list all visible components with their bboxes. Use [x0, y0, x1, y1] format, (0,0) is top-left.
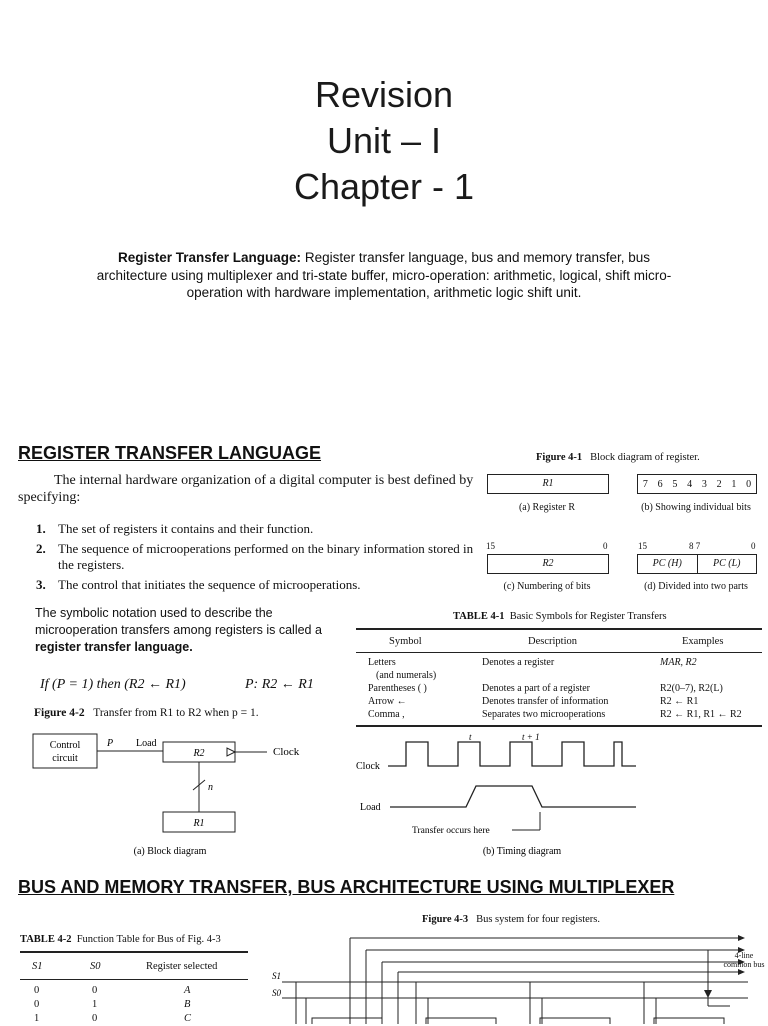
p-label: P: [107, 738, 114, 749]
timing-diagram-caption: (b) Timing diagram: [482, 846, 562, 857]
fig-4-1-c-left-index: 15: [486, 541, 495, 551]
table-4-1-caption: [453, 611, 667, 622]
table-cell: R2 ← R1: [660, 696, 699, 707]
list-number: 2.: [36, 541, 46, 556]
table-cell: 0: [92, 985, 98, 996]
bit-label: 4: [687, 478, 693, 490]
register-r2-box: R2: [487, 554, 609, 574]
clock-label: Clock: [273, 746, 300, 758]
figure-4-3-caption: [422, 914, 600, 925]
fig-4-1-c-right-index: 0: [603, 541, 608, 551]
transfer-label: Transfer occurs here: [412, 826, 490, 836]
rtl-note-bold: register transfer language.: [35, 640, 193, 654]
table-4-1-top-rule: [356, 628, 762, 630]
table-4-2-label: TABLE 4-2: [20, 934, 72, 945]
table-4-2-body: [20, 984, 248, 1026]
feedback-arrow: [704, 990, 712, 998]
syllabus-text: Register transfer language, bus and memory transfer, bus architecture using multiplexer and tri-state buffer, micro-operation: arithmetic, logical, shift micro-operation with hardware implementation, arithmetic logic shift unit.: [96, 250, 672, 300]
fig-4-1-d-left-index: 15: [638, 541, 647, 551]
bus-arrow-1: [738, 935, 745, 941]
table-cell: B: [184, 999, 191, 1010]
list-text: The set of registers it contains and their function.: [58, 521, 314, 536]
table-cell: (and numerals): [376, 670, 437, 681]
formula-if: If (P = 1) then (R2 ← R1): [40, 677, 186, 692]
table-cell: Parentheses ( ): [368, 683, 427, 694]
title-line-3: Chapter - 1: [293, 166, 475, 207]
title-line-1: Revision: [314, 74, 454, 115]
bit-label: 6: [657, 478, 663, 490]
bit-label: 7: [642, 478, 648, 490]
table-header-cell: S0: [90, 961, 101, 972]
table-4-2-top-rule: [20, 951, 248, 953]
rtl-note: [35, 605, 345, 656]
syllabus-label: Register Transfer Language:: [118, 250, 302, 265]
table-row: [356, 682, 762, 695]
figure-4-2-label: Figure 4-2: [34, 707, 85, 719]
formula-p: P: R2 ← R1: [245, 677, 314, 692]
fig-4-1-d-right-index: 0: [751, 541, 756, 551]
register-pc-box: [637, 554, 757, 574]
table-cell: A: [184, 985, 191, 996]
table-cell: Letters: [368, 657, 396, 668]
pc-low-label: PC (L): [713, 558, 741, 569]
table-cell: Separates two microoperations: [482, 709, 606, 720]
figure-4-3-caption-text: Bus system for four registers.: [476, 914, 601, 925]
mux-box: [540, 1018, 610, 1024]
figure-4-2-timing-diagram: [352, 728, 652, 860]
table-header-cell: Register selected: [146, 961, 218, 972]
clock-triangle: [227, 748, 235, 756]
bus-arrow-4: [738, 969, 745, 975]
figure-4-3-bus-diagram: [268, 930, 768, 1024]
figure-4-3-label: Figure 4-3: [422, 914, 469, 925]
figure-4-1-caption-text: Block diagram of register.: [590, 452, 700, 463]
t-plus-1-label: t + 1: [522, 732, 540, 742]
s1-label: S1: [272, 971, 281, 981]
figure-4-2-caption-text: Transfer from R1 to R2 when p = 1.: [93, 707, 259, 719]
block-diagram-caption: (a) Block diagram: [133, 846, 207, 857]
numbered-list: [36, 521, 482, 593]
list-item: [36, 541, 482, 573]
table-4-1-caption-text: Basic Symbols for Register Transfers: [509, 611, 667, 622]
table-row: [20, 998, 248, 1012]
title-line-2: Unit – I: [326, 120, 442, 161]
fig-4-1-d-mid-index: 8 7: [689, 541, 701, 551]
table-cell: R2 ← R1, R1 ← R2: [660, 709, 742, 720]
register-r1-box: R1: [487, 474, 609, 494]
table-4-2-caption: [20, 934, 221, 945]
fig-4-1-c-caption: (c) Numbering of bits: [503, 581, 591, 592]
load-signal-label: Load: [360, 802, 381, 813]
figure-4-1-caption: [536, 452, 700, 463]
table-row: [356, 656, 762, 669]
load-label: Load: [136, 738, 157, 749]
list-item: [36, 521, 482, 537]
r2-label: R2: [193, 748, 205, 759]
section-heading-rtl: REGISTER TRANSFER LANGUAGE: [18, 443, 322, 463]
list-number: 1.: [36, 521, 46, 536]
table-header-cell: Examples: [682, 636, 724, 647]
table-cell: 1: [92, 999, 98, 1010]
common-bus-label: 4-line common bus: [723, 951, 765, 969]
mux-box: [654, 1018, 724, 1024]
bit-label: 2: [716, 478, 722, 490]
syllabus-paragraph: [95, 249, 673, 302]
table-4-1-bottom-rule: [356, 725, 762, 727]
table-4-1-label: TABLE 4-1: [453, 611, 505, 622]
table-cell: R2(0–7), R2(L): [660, 683, 723, 694]
bit-label: 5: [672, 478, 678, 490]
table-row: [20, 984, 248, 998]
list-item: [36, 577, 482, 593]
table-cell: 0: [34, 999, 40, 1010]
section-heading-bus: BUS AND MEMORY TRANSFER, BUS ARCHITECTURE USING MULTIPLEXER: [18, 877, 675, 897]
control-label-2: circuit: [52, 753, 78, 764]
table-4-2-caption-text: Function Table for Bus of Fig. 4-3: [76, 934, 221, 945]
figure-4-2-block-diagram: [30, 728, 330, 860]
control-label-1: Control: [49, 740, 81, 751]
table-row: [356, 669, 762, 682]
list-text: The control that initiates the sequence of microoperations.: [58, 577, 361, 592]
intro-paragraph: The internal hardware organization of a digital computer is best defined by specifying:: [18, 473, 474, 505]
table-row: [356, 695, 762, 708]
mux-box: [426, 1018, 496, 1024]
table-header-cell: S1: [32, 961, 43, 972]
table-row: [356, 708, 762, 721]
table-cell: 0: [92, 1013, 98, 1024]
list-number: 3.: [36, 577, 46, 592]
rtl-note-text: The symbolic notation used to describe the microoperation transfers among registers is called a: [35, 606, 322, 637]
fig-4-1-d-caption: (d) Divided into two parts: [644, 581, 748, 592]
clock-waveform: [388, 742, 636, 766]
pc-high-label: PC (H): [638, 555, 698, 573]
table-cell: Denotes transfer of information: [482, 696, 609, 707]
t-label: t: [469, 732, 472, 742]
table-4-1-body: [356, 656, 762, 721]
bit-label: 3: [701, 478, 707, 490]
mux-box: [312, 1018, 382, 1024]
table-4-1-header-rule: [356, 652, 762, 653]
figure-4-1-label: Figure 4-1: [536, 452, 583, 463]
table-cell: 1: [34, 1013, 40, 1024]
r1-label: R1: [193, 818, 205, 829]
fig-4-1-a-caption: (a) Register R: [518, 502, 576, 513]
bit-label: 1: [731, 478, 737, 490]
table-cell: Denotes a part of a register: [482, 683, 591, 694]
table-cell: Comma ,: [368, 709, 405, 720]
table-cell: Arrow ←: [368, 696, 407, 707]
fig-4-1-b-caption: (b) Showing individual bits: [641, 502, 751, 513]
table-4-2-header: [20, 961, 248, 975]
table-cell: C: [184, 1013, 192, 1024]
table-header-cell: Symbol: [389, 636, 422, 647]
bit-label: 0: [746, 478, 752, 490]
table-cell: Denotes a register: [482, 657, 555, 668]
figure-4-2-caption: [34, 707, 259, 719]
load-waveform: [390, 786, 636, 807]
table-cell: 0: [34, 985, 40, 996]
clock-signal-label: Clock: [356, 761, 380, 772]
register-bits-box: [637, 474, 757, 494]
n-label: n: [208, 782, 213, 793]
table-4-2-header-rule: [20, 979, 248, 980]
list-text: The sequence of microoperations performed on the binary information stored in the registers.: [58, 541, 474, 572]
table-header-cell: Description: [528, 636, 577, 647]
title-block: [0, 72, 768, 210]
table-cell: MAR, R2: [660, 657, 697, 668]
s0-label: S0: [272, 988, 281, 998]
